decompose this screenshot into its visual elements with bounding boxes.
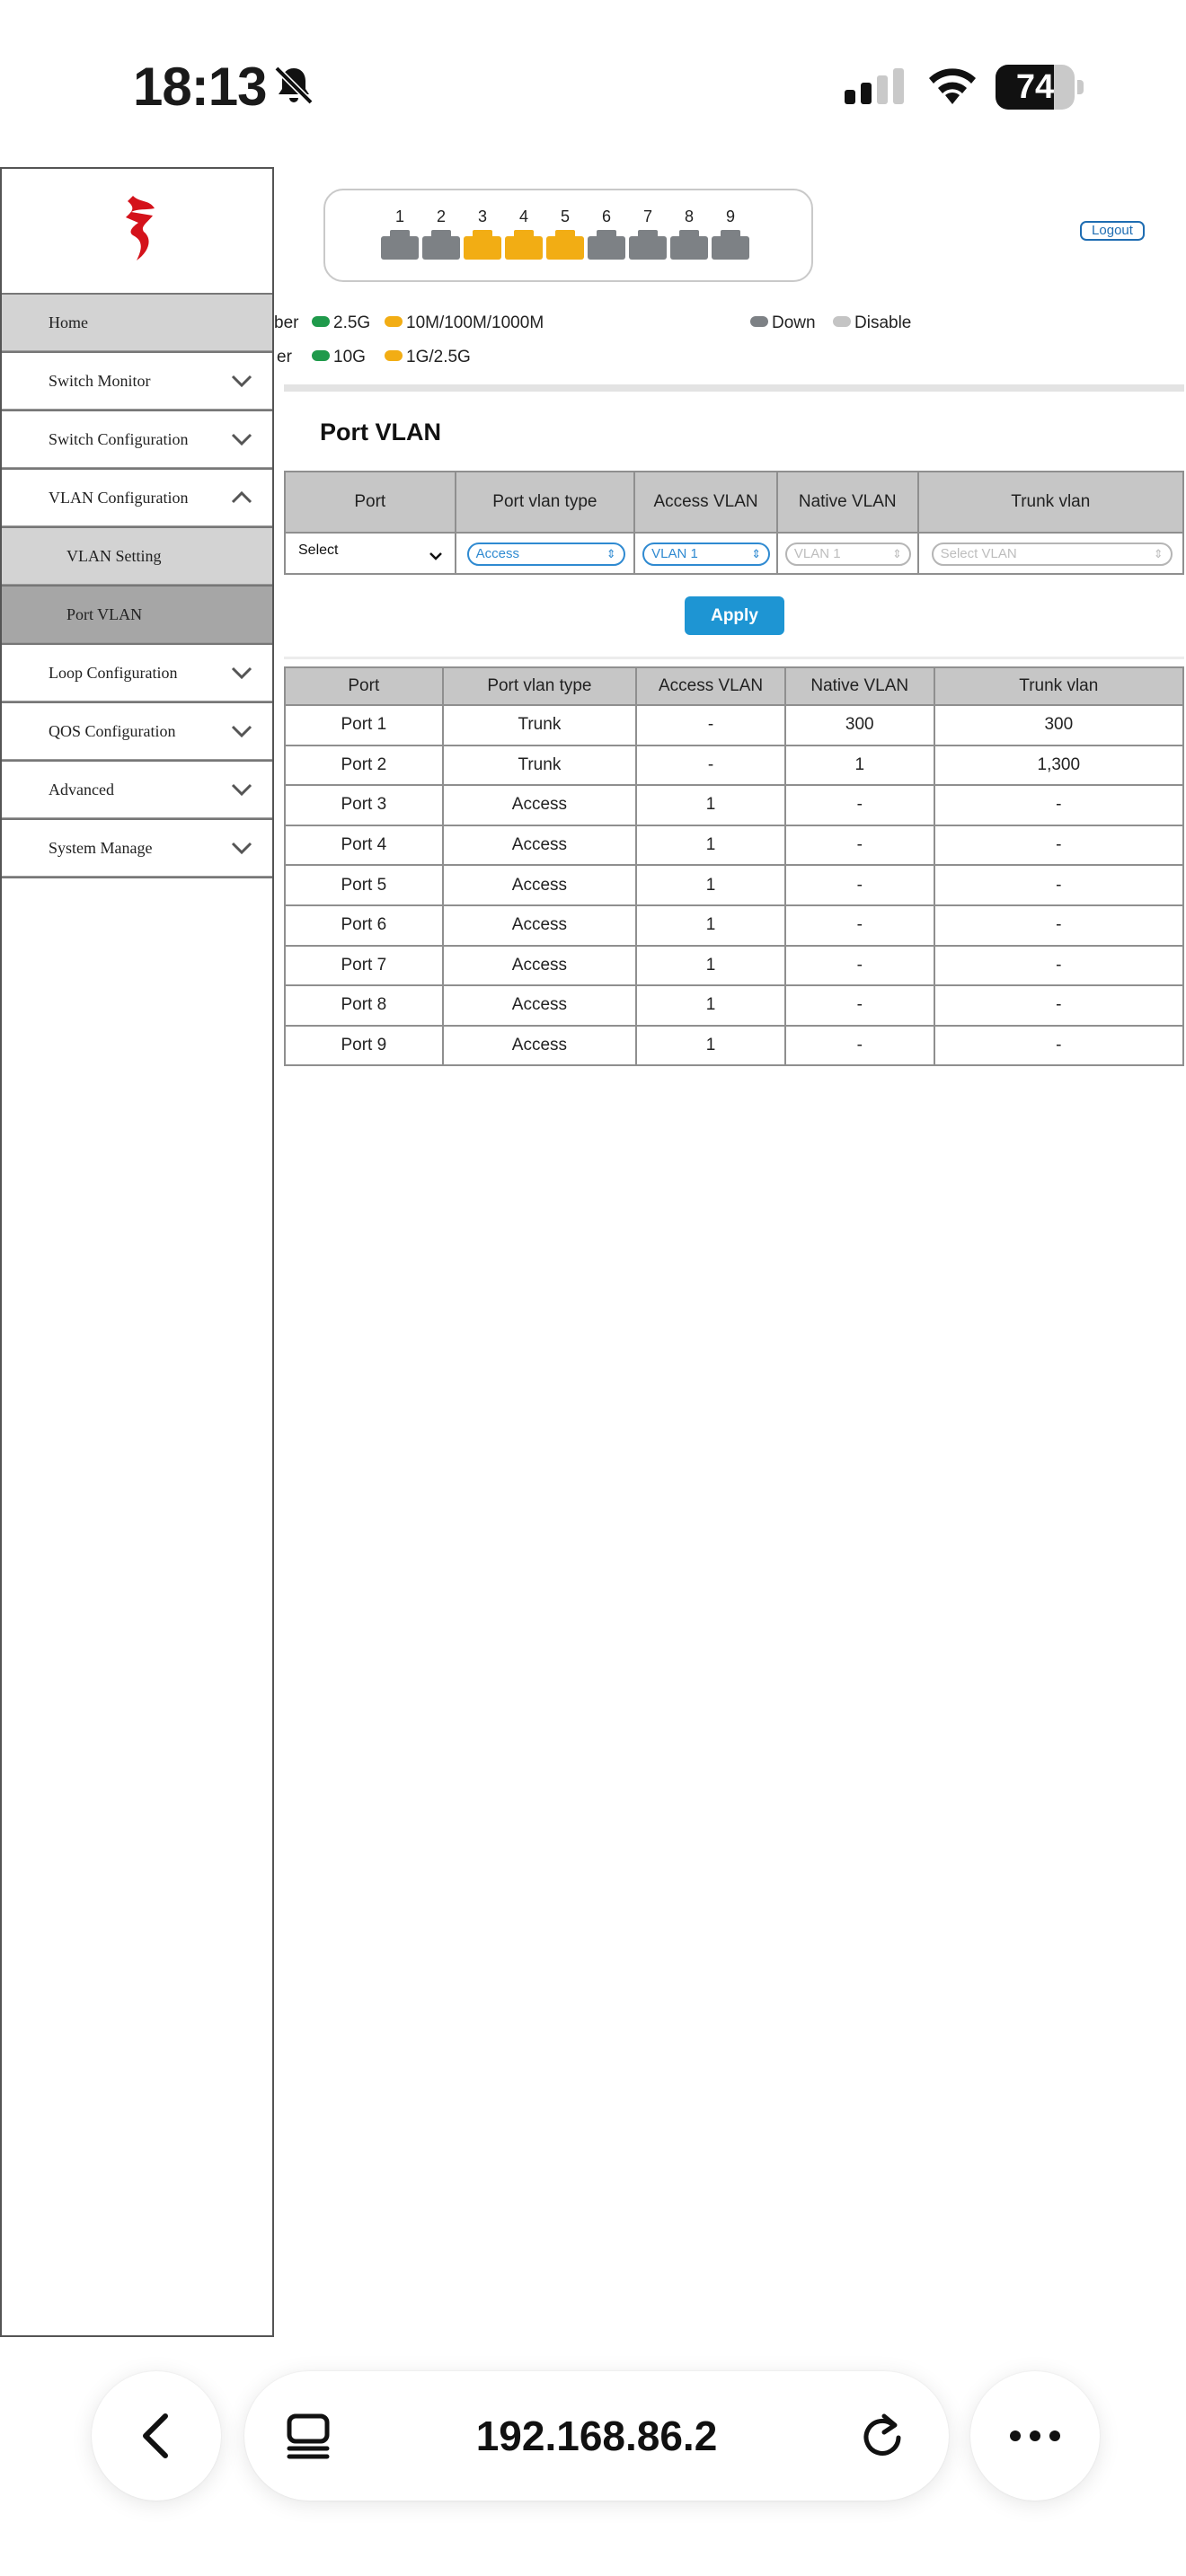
trunk-vlan-select[interactable] <box>932 543 1173 566</box>
logo-area <box>2 169 272 293</box>
chevron-down-icon <box>231 781 252 798</box>
cell-vlan-type: Access <box>443 905 637 946</box>
legend-clipped-text: ber <box>274 313 299 332</box>
cell-trunk-vlan: 300 <box>934 705 1183 745</box>
ethernet-port-icon <box>546 230 584 257</box>
cell-trunk-vlan: - <box>934 905 1183 946</box>
form-header-port: Port <box>285 472 456 533</box>
native-vlan-select[interactable] <box>785 543 911 566</box>
table-row <box>285 1026 1183 1066</box>
port-select[interactable] <box>285 533 456 574</box>
legend-item <box>312 347 366 368</box>
chevron-down-icon <box>231 431 252 447</box>
sidebar-item-label: Advanced <box>49 781 114 798</box>
port-2[interactable] <box>422 207 460 257</box>
port-number: 3 <box>477 207 487 225</box>
cell-access-vlan: 1 <box>636 985 785 1026</box>
cell-native-vlan: - <box>785 985 934 1026</box>
status-time: 18:13 <box>133 57 267 117</box>
port-4[interactable] <box>505 207 543 257</box>
sidebar-menu <box>2 293 272 878</box>
cell-vlan-type: Access <box>443 785 637 825</box>
sidebar-item-label: Loop Configuration <box>49 664 178 682</box>
sidebar-item-label: Home <box>49 313 88 331</box>
port-status-panel <box>323 189 813 282</box>
cell-access-vlan: 1 <box>636 946 785 986</box>
port-5[interactable] <box>546 207 584 257</box>
sidebar <box>0 167 274 2337</box>
cell-trunk-vlan: - <box>934 946 1183 986</box>
reload-icon[interactable] <box>857 2411 909 2463</box>
status-bar <box>0 0 1186 171</box>
legend-swatch <box>750 316 768 327</box>
sidebar-item-label: VLAN Setting <box>66 547 162 565</box>
legend-item <box>833 313 911 334</box>
cell-access-vlan: 1 <box>636 785 785 825</box>
port-1[interactable] <box>381 207 419 257</box>
cell-native-vlan: - <box>785 1026 934 1066</box>
cell-access-vlan: 1 <box>636 905 785 946</box>
port-number: 4 <box>518 207 528 225</box>
address-bar[interactable] <box>244 2371 949 2501</box>
table-row <box>285 905 1183 946</box>
chevron-down-icon <box>231 665 252 681</box>
chevron-up-icon <box>231 490 252 506</box>
table-header-port: Port <box>285 667 443 705</box>
battery-indicator <box>996 65 1085 110</box>
trunk-vlan-placeholder: Select VLAN <box>940 546 1017 561</box>
sidebar-item-label: System Manage <box>49 839 153 857</box>
native-vlan-value: VLAN 1 <box>793 546 841 561</box>
cell-trunk-vlan: - <box>934 865 1183 905</box>
ethernet-port-icon <box>588 230 625 257</box>
cell-trunk-vlan: - <box>934 985 1183 1026</box>
header-divider <box>284 384 1184 392</box>
port-vlan-table <box>284 666 1184 1066</box>
sidebar-item-label: VLAN Configuration <box>49 489 189 507</box>
chevron-down-icon <box>231 723 252 739</box>
sidebar-item-advanced[interactable] <box>2 760 272 818</box>
cell-native-vlan: - <box>785 785 934 825</box>
form-header-port-vlan-type: Port vlan type <box>456 472 635 533</box>
port-number: 5 <box>560 207 570 225</box>
vlan-type-value: Access <box>475 546 519 561</box>
updown-chevron-icon: ⇕ <box>751 547 762 560</box>
port-number: 7 <box>642 207 652 225</box>
sidebar-item-loop-configuration[interactable] <box>2 643 272 701</box>
cell-vlan-type: Access <box>443 825 637 866</box>
legend-item <box>312 313 370 334</box>
legend-swatch <box>312 316 330 327</box>
sidebar-item-label: QOS Configuration <box>49 722 176 740</box>
ethernet-port-icon <box>712 230 749 257</box>
more-icon <box>1008 2429 1062 2443</box>
cell-native-vlan: 1 <box>785 745 934 786</box>
table-row <box>285 705 1183 745</box>
back-button[interactable] <box>92 2371 221 2501</box>
chevron-down-icon <box>231 840 252 856</box>
cell-trunk-vlan: - <box>934 785 1183 825</box>
port-legend <box>274 305 1186 377</box>
logout-button[interactable]: Logout <box>1080 221 1145 241</box>
sidebar-item-port-vlan[interactable] <box>2 585 272 643</box>
more-button[interactable] <box>970 2371 1100 2501</box>
port-number: 9 <box>725 207 735 225</box>
port-8[interactable] <box>670 207 708 257</box>
cell-trunk-vlan: - <box>934 1026 1183 1066</box>
sidebar-item-home[interactable] <box>2 293 272 351</box>
port-number: 2 <box>436 207 446 225</box>
cell-port: Port 7 <box>285 946 443 986</box>
sidebar-item-switch-monitor[interactable] <box>2 351 272 410</box>
cell-native-vlan: - <box>785 825 934 866</box>
cell-vlan-type: Access <box>443 1026 637 1066</box>
cell-port: Port 9 <box>285 1026 443 1066</box>
legend-item <box>385 313 544 334</box>
chevron-down-icon <box>231 373 252 389</box>
cellular-signal-icon <box>843 66 907 108</box>
port-3[interactable] <box>464 207 501 257</box>
updown-chevron-icon: ⇕ <box>891 547 902 560</box>
url-text[interactable]: 192.168.86.2 <box>475 2413 718 2459</box>
updown-chevron-icon: ⇕ <box>606 547 616 560</box>
table-header-access-vlan: Access VLAN <box>636 667 785 705</box>
cell-port: Port 6 <box>285 905 443 946</box>
sidebar-item-vlan-setting[interactable] <box>2 526 272 585</box>
brand-logo <box>113 190 167 266</box>
port-9[interactable] <box>712 207 749 257</box>
cell-native-vlan: - <box>785 865 934 905</box>
table-row <box>285 946 1183 986</box>
updown-chevron-icon: ⇕ <box>1153 547 1164 560</box>
ethernet-port-icon <box>381 230 419 257</box>
legend-clipped-text: er <box>277 348 292 366</box>
cell-access-vlan: 1 <box>636 1026 785 1066</box>
cell-vlan-type: Access <box>443 985 637 1026</box>
legend-label: 2.5G <box>333 313 371 332</box>
sidebar-item-vlan-configuration[interactable] <box>2 468 272 526</box>
cell-access-vlan: 1 <box>636 865 785 905</box>
port-number: 6 <box>601 207 611 225</box>
sidebar-item-switch-configuration[interactable] <box>2 410 272 468</box>
form-divider <box>284 657 1184 659</box>
cell-native-vlan: - <box>785 946 934 986</box>
port-7[interactable] <box>629 207 667 257</box>
table-row <box>285 865 1183 905</box>
cell-port: Port 2 <box>285 745 443 786</box>
ethernet-port-icon <box>629 230 667 257</box>
cell-port: Port 3 <box>285 785 443 825</box>
cell-port: Port 4 <box>285 825 443 866</box>
battery-percent: 74 <box>1015 68 1055 106</box>
chevron-down-icon <box>429 551 442 560</box>
legend-item <box>750 313 816 334</box>
cell-trunk-vlan: 1,300 <box>934 745 1183 786</box>
legend-swatch <box>385 316 403 327</box>
table-row <box>285 985 1183 1026</box>
legend-label: Disable <box>854 313 912 332</box>
page-title: Port VLAN <box>320 419 441 446</box>
bell-muted-icon <box>271 63 316 108</box>
access-vlan-value: VLAN 1 <box>651 546 698 561</box>
legend-label: 1G/2.5G <box>406 348 471 366</box>
cell-vlan-type: Access <box>443 946 637 986</box>
table-row <box>285 745 1183 786</box>
vlan-type-select[interactable] <box>467 543 625 566</box>
legend-label: 10G <box>333 348 366 366</box>
table-header-port-vlan-type: Port vlan type <box>443 667 637 705</box>
sidebar-item-system-manage[interactable] <box>2 818 272 877</box>
access-vlan-select[interactable] <box>642 543 770 566</box>
port-select-value: Select <box>298 543 339 558</box>
cell-trunk-vlan: - <box>934 825 1183 866</box>
form-header-trunk-vlan: Trunk vlan <box>918 472 1183 533</box>
legend-label: Down <box>772 313 816 332</box>
sidebar-item-label: Switch Monitor <box>49 372 151 390</box>
ethernet-port-icon <box>422 230 460 257</box>
cell-access-vlan: - <box>636 745 785 786</box>
cell-access-vlan: 1 <box>636 825 785 866</box>
cell-native-vlan: - <box>785 905 934 946</box>
table-row <box>285 785 1183 825</box>
form-header-native-vlan: Native VLAN <box>777 472 918 533</box>
port-number: 8 <box>684 207 694 225</box>
cell-access-vlan: - <box>636 705 785 745</box>
ethernet-port-icon <box>670 230 708 257</box>
back-icon <box>137 2413 176 2459</box>
ethernet-port-icon <box>464 230 501 257</box>
port-number: 1 <box>394 207 404 225</box>
table-header-native-vlan: Native VLAN <box>785 667 934 705</box>
apply-button[interactable]: Apply <box>685 596 784 635</box>
ethernet-port-icon <box>505 230 543 257</box>
cell-port: Port 1 <box>285 705 443 745</box>
table-row <box>285 825 1183 866</box>
cell-vlan-type: Trunk <box>443 705 637 745</box>
port-6[interactable] <box>588 207 625 257</box>
legend-swatch <box>833 316 851 327</box>
cell-native-vlan: 300 <box>785 705 934 745</box>
form-header-access-vlan: Access VLAN <box>634 472 777 533</box>
cell-port: Port 5 <box>285 865 443 905</box>
sidebar-item-label: Switch Configuration <box>49 430 189 448</box>
port-vlan-form <box>284 471 1184 575</box>
cell-port: Port 8 <box>285 985 443 1026</box>
cell-vlan-type: Trunk <box>443 745 637 786</box>
legend-swatch <box>312 350 330 361</box>
legend-item <box>385 347 471 368</box>
sidebar-item-label: Port VLAN <box>66 605 143 623</box>
cell-vlan-type: Access <box>443 865 637 905</box>
legend-label: 10M/100M/1000M <box>406 313 544 332</box>
legend-swatch <box>385 350 403 361</box>
sidebar-item-qos-configuration[interactable] <box>2 701 272 760</box>
table-header-trunk-vlan: Trunk vlan <box>934 667 1183 705</box>
wifi-icon <box>925 66 979 108</box>
